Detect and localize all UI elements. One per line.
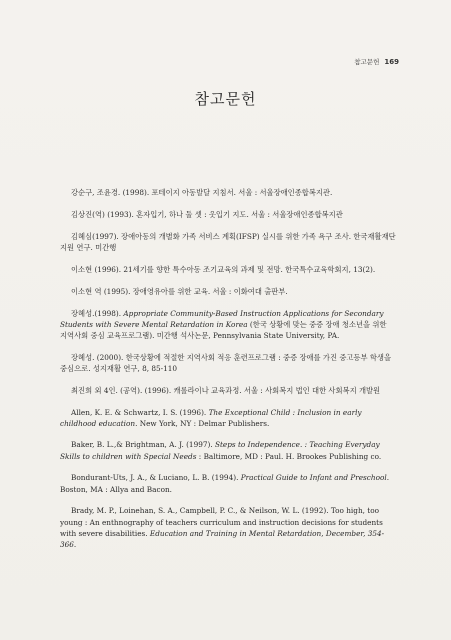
reference-entry <box>60 231 398 253</box>
reference-list <box>60 187 398 561</box>
reference-author-year: Baker, B. L.,& Brightman, A. J. (1997). <box>71 440 215 450</box>
reference-entry <box>60 286 398 297</box>
reference-author-year: Allen, K. E. & Schwartz, I. S. (1996). <box>71 407 209 417</box>
reference-entry <box>60 385 398 396</box>
reference-title: Appropriate Community-Based Instruction Applications for Secondary Students with Severe Mental Retardation in Korea <box>60 308 384 329</box>
reference-entry <box>60 264 398 275</box>
reference-title: Steps to Independence. : Teaching Everyday Skills to children with Special Needs <box>60 440 380 461</box>
reference-entry <box>60 407 398 429</box>
reference-title: The Exceptional Child : Inclusion in early childhood education. <box>60 407 362 428</box>
reference-author-year: Bondurant-Uts, J. A., & Luciano, L. B. (1994). <box>71 473 241 483</box>
running-head <box>354 57 399 66</box>
running-title: 참고문헌 <box>354 58 380 66</box>
reference-text: 이소현 (1996). 21세기를 향한 특수아동 조기교육의 과제 및 전망. 한국특수교육학회지, 13(2). <box>71 264 376 274</box>
reference-entry <box>60 187 398 198</box>
reference-source: Boston, MA : Allya and Bacon. <box>60 484 172 494</box>
reference-text: 김상진(역) (1993). 혼자입기, 하나 둘 셋 : 옷입기 지도. 서울 : 서울장애인종합복지관 <box>71 209 343 219</box>
page-title: 참고문헌 <box>194 90 257 108</box>
reference-title: Education and Training in Mental Retardation, December, 354-366. <box>60 528 385 549</box>
reference-title: Practical Guide to Infant and Preschool. <box>240 473 390 483</box>
reference-text: 김혜심(1997). 장애아동의 개별화 가족 서비스 계획(IFSP) 실시를 위한 가족 욕구 조사. 한국재활재단 지원 연구. 미간행 <box>60 231 396 252</box>
reference-source: New York, NY : Delmar Publishers. <box>137 418 270 428</box>
reference-text: 장혜성. (2000). 한국상황에 적절한 지역사회 적응 훈련프로그램 : 중증 장애를 가진 중고등부 학생을 중심으로. 성지재활 연구, 8, 85-110 <box>60 352 391 373</box>
reference-text: 강순구, 조윤경. (1998). 포테이지 아동발달 지침서. 서울 : 서울장애인종합복지관. <box>71 188 333 197</box>
reference-entry <box>60 505 398 549</box>
reference-entry <box>60 472 398 494</box>
reference-author-year: 장혜성.(1998). <box>71 308 124 318</box>
reference-entry <box>60 439 398 461</box>
reference-author-year: Brady, M. P., Loinehan, S. A., Campbell, P. C., & Neilson, W. L. (1992). Too high, too young : An enthnography of teachers curriculum and instruction decisions for students with severe disabilities. <box>60 506 383 538</box>
reference-entry <box>60 352 398 374</box>
reference-entry <box>60 209 398 220</box>
reference-source: : Baltimore, MD : Paul. H. Brookes Publishing co. <box>196 451 382 461</box>
reference-entry <box>60 308 398 341</box>
reference-text: 이소현 역 (1995). 장애영유아를 위한 교육. 서울 : 이화여대 출판부. <box>71 286 288 296</box>
reference-text: 최진희 외 4인. (공역). (1996). 캐롤라이나 교육과정. 서울 : 사회복지 법인 대한 사회복지 개발원 <box>71 385 381 395</box>
reference-source: (한국 상황에 맞는 중증 장애 청소년을 위한 지역사회 중심 교육프로그램). 미간행 석사논문, Pennsylvania State University, PA. <box>60 319 387 340</box>
page-number: 169 <box>384 58 399 66</box>
